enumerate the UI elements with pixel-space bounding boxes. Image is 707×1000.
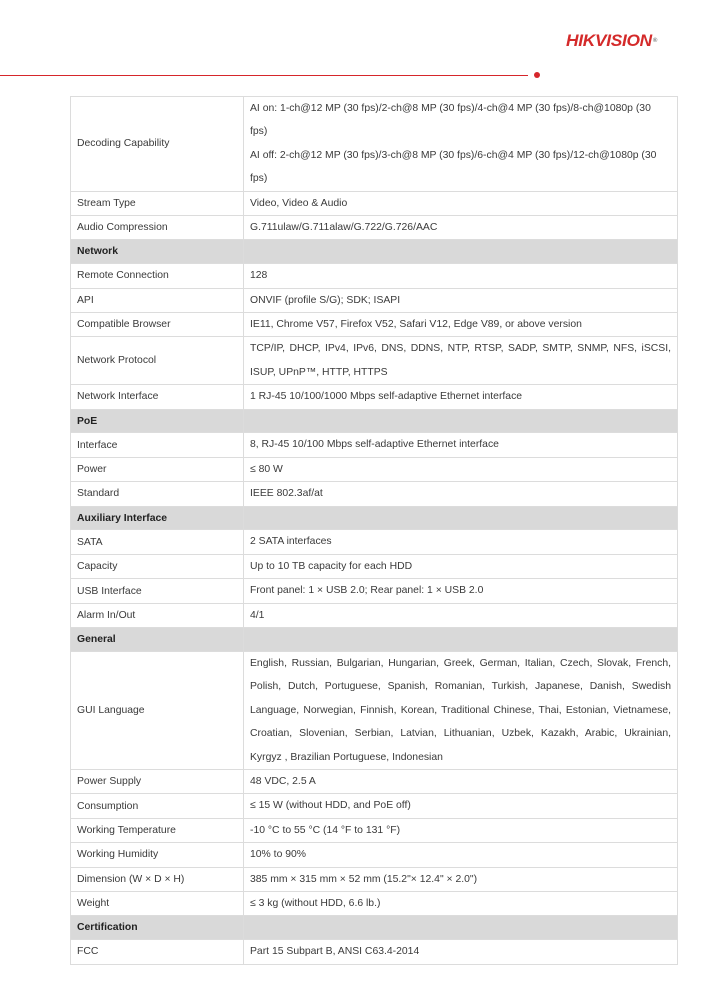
header-divider-dot xyxy=(534,72,540,78)
spec-value-line: ≤ 15 W (without HDD, and PoE off) xyxy=(250,800,411,812)
spec-value xyxy=(244,530,678,554)
spec-value xyxy=(244,794,678,818)
section-title: Network xyxy=(71,240,244,264)
spec-value xyxy=(244,843,678,867)
spec-label: API xyxy=(71,288,244,312)
spec-value xyxy=(244,603,678,627)
section-filler xyxy=(244,916,678,940)
spec-value-line: IE11, Chrome V57, Firefox V52, Safari V12, Edge V89, or above version xyxy=(250,319,582,331)
section-title: PoE xyxy=(71,409,244,433)
spec-value xyxy=(244,651,678,769)
spec-value xyxy=(244,313,678,337)
spec-value-line: 48 VDC, 2.5 A xyxy=(250,775,316,787)
section-header-row xyxy=(71,506,678,530)
spec-label: Power Supply xyxy=(71,769,244,793)
spec-label: Alarm In/Out xyxy=(71,603,244,627)
spec-value xyxy=(244,482,678,506)
spec-value xyxy=(244,264,678,288)
spec-value-line: Up to 10 TB capacity for each HDD xyxy=(250,560,413,572)
spec-value xyxy=(244,579,678,603)
spec-value-line: 8, RJ-45 10/100 Mbps self-adaptive Ethernet interface xyxy=(250,439,499,451)
spec-label: Interface xyxy=(71,433,244,457)
spec-value-line: AI on: 1-ch@12 MP (30 fps)/2-ch@8 MP (30 fps)/4-ch@4 MP (30 fps)/8-ch@1080p (30 xyxy=(250,103,651,114)
section-title: General xyxy=(71,628,244,652)
spec-row xyxy=(71,940,678,964)
spec-value-line: English, Russian, Bulgarian, Hungarian, Greek, German, Italian, Czech, Slovak, French, Polish, Dutch, Portuguese, Spanish, Romanian, Turkish, Japanese, Danish, Swedish Language, Norwegian, Finnish, Korean, Traditional Chinese, Thai, Estonian, Vietnamese, Croatian, Slovenian, Serbian, Latvian, Lithuanian, Uzbek, Kazakh, Arabic, Ukrainian, Kyrgyz , Brazilian Portuguese, Indonesian xyxy=(250,657,671,763)
spec-row xyxy=(71,191,678,215)
spec-value-line: -10 °C to 55 °C (14 °F to 131 °F) xyxy=(250,824,401,836)
spec-value xyxy=(244,97,678,192)
spec-label: Decoding Capability xyxy=(71,97,244,192)
header-divider-line xyxy=(0,75,528,76)
spec-row xyxy=(71,554,678,578)
spec-value-line: Part 15 Subpart B, ANSI C63.4-2014 xyxy=(250,946,420,958)
spec-label: Compatible Browser xyxy=(71,313,244,337)
spec-row xyxy=(71,313,678,337)
spec-row xyxy=(71,769,678,793)
section-filler xyxy=(244,506,678,530)
spec-value xyxy=(244,891,678,915)
spec-value xyxy=(244,288,678,312)
spec-value-line: G.711ulaw/G.711alaw/G.722/G.726/AAC xyxy=(250,222,438,234)
spec-label: Audio Compression xyxy=(71,216,244,240)
spec-label: Power xyxy=(71,457,244,481)
spec-value xyxy=(244,385,678,409)
spec-label: Working Humidity xyxy=(71,843,244,867)
spec-label: Consumption xyxy=(71,794,244,818)
spec-label: Working Temperature xyxy=(71,818,244,842)
spec-value xyxy=(244,769,678,793)
spec-label: Dimension (W × D × H) xyxy=(71,867,244,891)
spec-row xyxy=(71,651,678,769)
spec-row xyxy=(71,603,678,627)
spec-label: Weight xyxy=(71,891,244,915)
spec-value xyxy=(244,457,678,481)
spec-value-line: IEEE 802.3af/at xyxy=(250,488,323,500)
spec-value-line: ONVIF (profile S/G); SDK; ISAPI xyxy=(250,294,401,306)
spec-label: Stream Type xyxy=(71,191,244,215)
spec-row xyxy=(71,433,678,457)
spec-row xyxy=(71,843,678,867)
hikvision-logo: HIKVISION® xyxy=(566,31,658,50)
spec-value-line: 385 mm × 315 mm × 52 mm (15.2"× 12.4" × 2.0") xyxy=(250,873,478,885)
spec-value xyxy=(244,216,678,240)
spec-value xyxy=(244,940,678,964)
section-filler xyxy=(244,409,678,433)
section-header-row xyxy=(71,409,678,433)
spec-value xyxy=(244,554,678,578)
spec-row xyxy=(71,216,678,240)
spec-label: Network Protocol xyxy=(71,337,244,385)
spec-value-line: Front panel: 1 × USB 2.0; Rear panel: 1 × USB 2.0 xyxy=(250,585,484,597)
spec-value xyxy=(244,191,678,215)
spec-row xyxy=(71,891,678,915)
spec-row xyxy=(71,385,678,409)
spec-row xyxy=(71,579,678,603)
section-filler xyxy=(244,240,678,264)
section-header-row xyxy=(71,916,678,940)
spec-value-line: 2 SATA interfaces xyxy=(250,536,332,548)
spec-value-line: fps) xyxy=(250,126,268,138)
spec-value-line: Video, Video & Audio xyxy=(250,197,348,209)
spec-value xyxy=(244,337,678,385)
spec-value-line: 1 RJ-45 10/100/1000 Mbps self-adaptive Ethernet interface xyxy=(250,391,523,403)
spec-value-line: 128 xyxy=(250,270,268,282)
spec-row xyxy=(71,794,678,818)
spec-row xyxy=(71,337,678,385)
spec-label: Network Interface xyxy=(71,385,244,409)
spec-value-line: 4/1 xyxy=(250,609,265,621)
section-header-row xyxy=(71,240,678,264)
spec-value-line: ≤ 3 kg (without HDD, 6.6 lb.) xyxy=(250,897,381,909)
spec-label: SATA xyxy=(71,530,244,554)
section-filler xyxy=(244,628,678,652)
spec-value xyxy=(244,867,678,891)
spec-label: FCC xyxy=(71,940,244,964)
spec-value-line: AI off: 2-ch@12 MP (30 fps)/3-ch@8 MP (30 fps)/6-ch@4 MP (30 fps)/12-ch@1080p (30 xyxy=(250,149,657,161)
spec-table xyxy=(70,96,678,965)
spec-value xyxy=(244,433,678,457)
section-title: Auxiliary Interface xyxy=(71,506,244,530)
section-title: Certification xyxy=(71,916,244,940)
section-header-row xyxy=(71,628,678,652)
spec-row xyxy=(71,482,678,506)
spec-value-line: ≤ 80 W xyxy=(250,463,283,475)
spec-label: USB Interface xyxy=(71,579,244,603)
spec-value-line: fps) xyxy=(250,173,268,185)
spec-row xyxy=(71,97,678,192)
spec-row xyxy=(71,530,678,554)
spec-row xyxy=(71,818,678,842)
spec-value xyxy=(244,818,678,842)
spec-label: GUI Language xyxy=(71,651,244,769)
spec-row xyxy=(71,867,678,891)
spec-row xyxy=(71,264,678,288)
spec-label: Remote Connection xyxy=(71,264,244,288)
spec-label: Capacity xyxy=(71,554,244,578)
spec-row xyxy=(71,288,678,312)
spec-label: Standard xyxy=(71,482,244,506)
spec-value-line: 10% to 90% xyxy=(250,849,307,861)
spec-value-line: TCP/IP, DHCP, IPv4, IPv6, DNS, DDNS, NTP, RTSP, SADP, SMTP, SNMP, NFS, iSCSI, ISUP, UPnP™, HTTP, HTTPS xyxy=(250,343,671,378)
spec-row xyxy=(71,457,678,481)
